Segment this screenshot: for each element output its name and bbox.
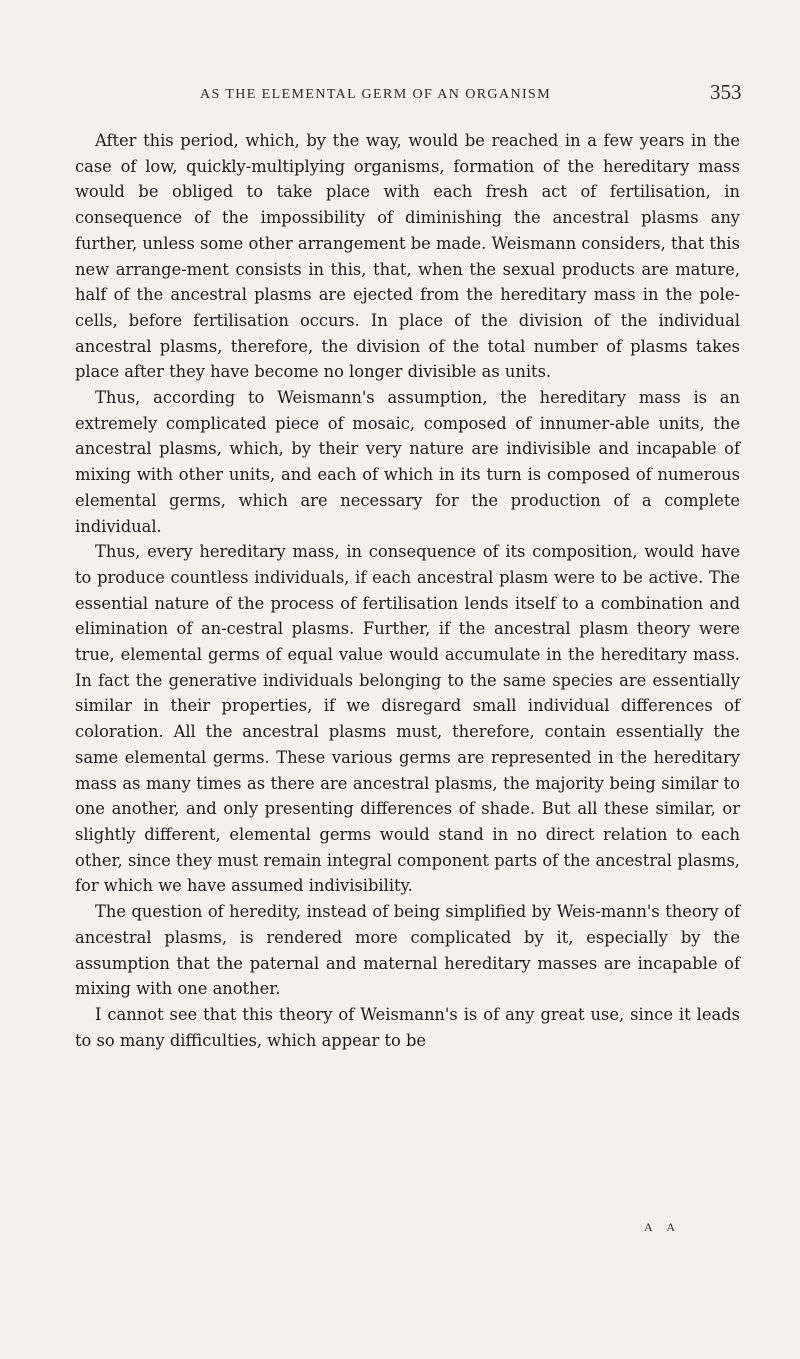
paragraph: After this period, which, by the way, would be reached in a few years in the case of low, quickly-multiplying organisms, formation of the hereditary mass would be obliged to take place with each fresh act of fertilisation, in consequence of the impossibility of diminishing the ancestral plasms any further, unless some other arrangement be made. Weismann considers, that this new arrange-ment consists in this, that, when the sexual products are mature, half of the ancestral plasms are ejected from the hereditary mass in the pole-cells, before fertilisation occurs. In place of the division of the individual ancestral plasms, therefore, the division of the total number of plasms takes place after they have become no longer divisible as units. <box>75 131 740 382</box>
paragraph: The question of heredity, instead of being simplified by Weis-mann's theory of ancestral plasms, is rendered more complicated by it, especially by the assumption that the paternal and maternal hereditary masses are incapable of mixing with one another. <box>75 902 740 999</box>
running-head: AS THE ELEMENTAL GERM OF AN ORGANISM <box>200 87 552 102</box>
body-text <box>75 128 740 1053</box>
page-number: 353 <box>710 80 742 104</box>
signature-mark: A A <box>644 1220 682 1234</box>
paragraph: I cannot see that this theory of Weismann's is of any great use, since it leads to so many difficulties, which appear to be <box>75 1004 740 1050</box>
paragraph: Thus, according to Weismann's assumption, the hereditary mass is an extremely complicated piece of mosaic, composed of innumer-able units, the ancestral plasms, which, by their very nature are indivisible and incapable of mixing with other units, and each of which in its turn is composed of numerous elemental germs, which are necessary for the production of a complete individual. <box>75 388 740 536</box>
paragraph: Thus, every hereditary mass, in consequence of its composition, would have to produce countless individuals, if each ancestral plasm were to be active. The essential nature of the process of fertilisation lends itself to a combination and elimination of an-cestral plasms. Further, if the ancestral plasm theory were true, elemental germs of equal value would accumulate in the hereditary mass. In fact the generative individuals belonging to the same species are essentially similar in their properties, if we disregard small individual differences of coloration. All the ancestral plasms must, therefore, contain essentially the same elemental germs. These various germs are represented in the hereditary mass as many times as there are ancestral plasms, the majority being similar to one another, and only presenting differences of shade. But all these similar, or slightly different, elemental germs would stand in no direct relation to each other, since they must remain integral component parts of the ancestral plasms, for which we have assumed indivisibility. <box>75 542 740 896</box>
